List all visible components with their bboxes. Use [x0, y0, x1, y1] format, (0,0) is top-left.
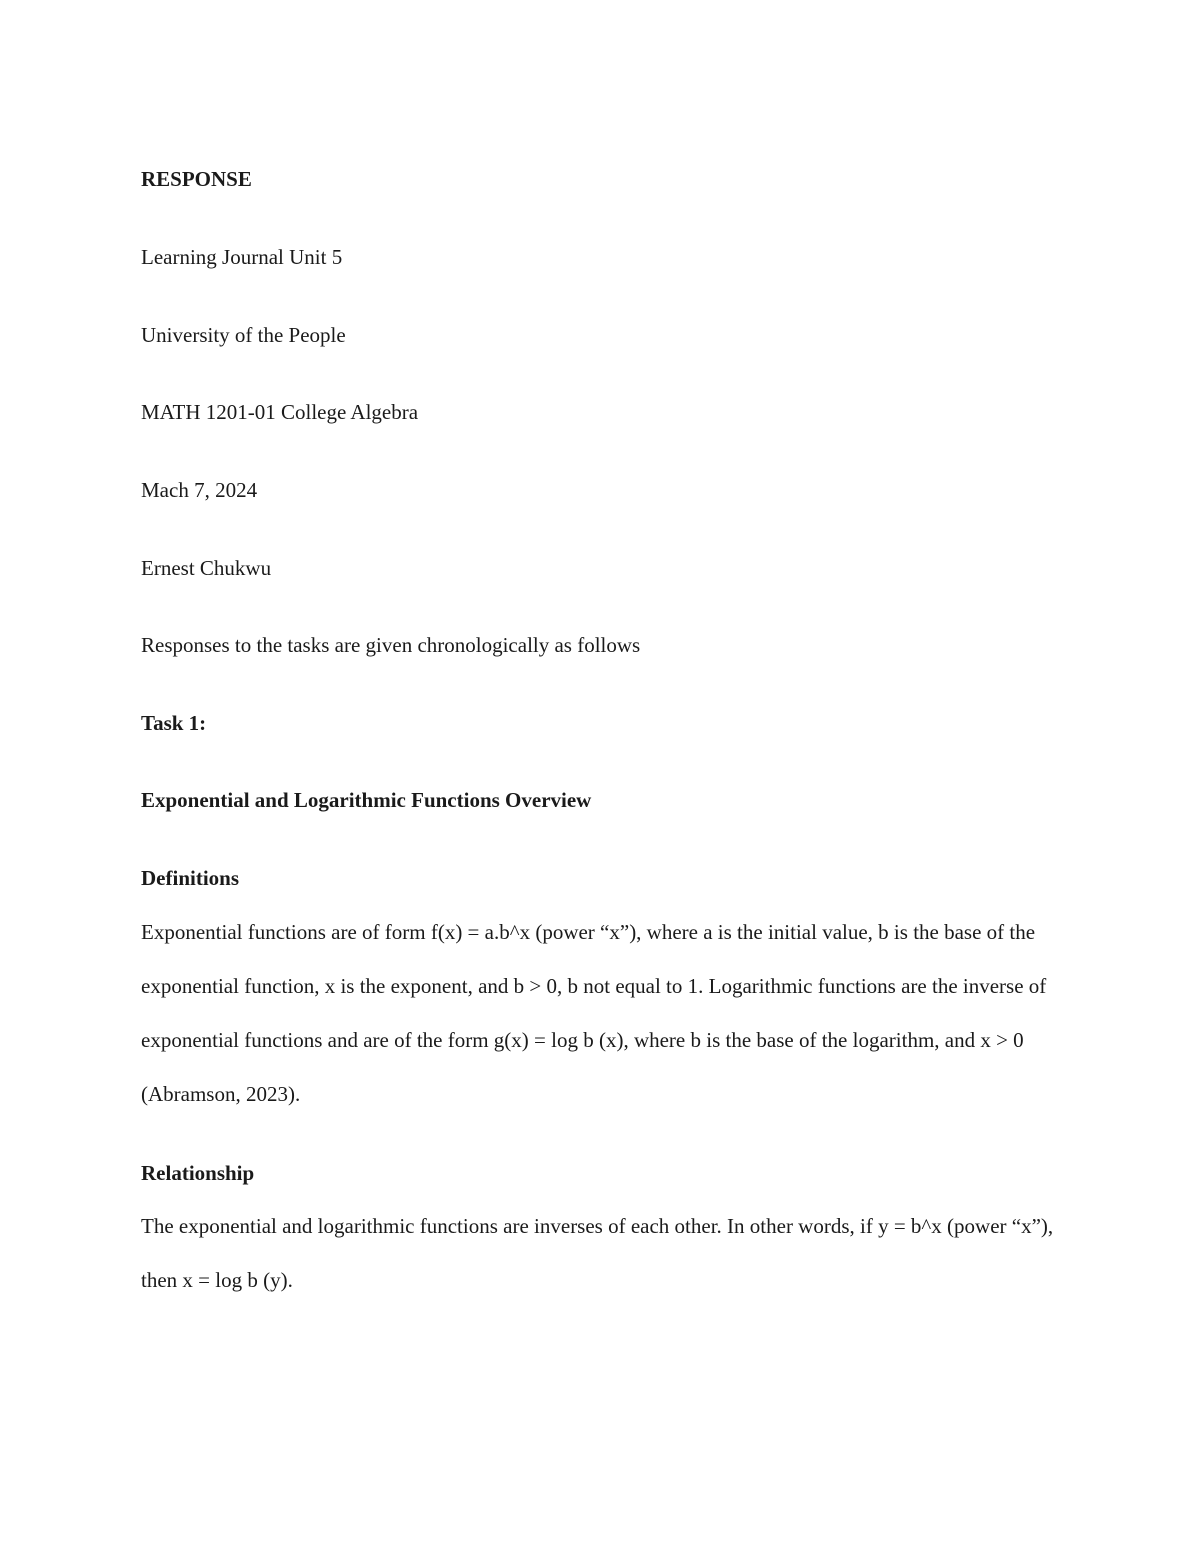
section-title: Exponential and Logarithmic Functions Overview [141, 788, 592, 812]
author-name: Ernest Chukwu [141, 556, 272, 580]
course-name: MATH 1201-01 College Algebra [141, 400, 419, 424]
definitions-paragraph: Exponential functions are of form f(x) = a.b^x (power “x”), where a is the initial value, b is the base of the exponential function, x is the exponent, and b > 0, b not equal to 1. Logarithmic functions are the inverse of exponential functions and are of the form g(x) = log b (x), where b is the base of the logarithm, and x > 0 (Abramson, 2023). [141, 920, 1047, 1106]
document-title: Learning Journal Unit 5 [141, 245, 343, 269]
institution-name: University of the People [141, 323, 346, 347]
relationship-paragraph: The exponential and logarithmic functions are inverses of each other. In other words, if y = b^x (power “x”), then x = log b (y). [141, 1214, 1054, 1292]
definitions-heading: Definitions [141, 866, 240, 890]
relationship-heading: Relationship [141, 1161, 255, 1185]
task-heading: Task 1: [141, 711, 207, 735]
document-date: Mach 7, 2024 [141, 478, 258, 502]
document-heading: RESPONSE [141, 167, 252, 191]
intro-text: Responses to the tasks are given chronologically as follows [141, 633, 641, 657]
